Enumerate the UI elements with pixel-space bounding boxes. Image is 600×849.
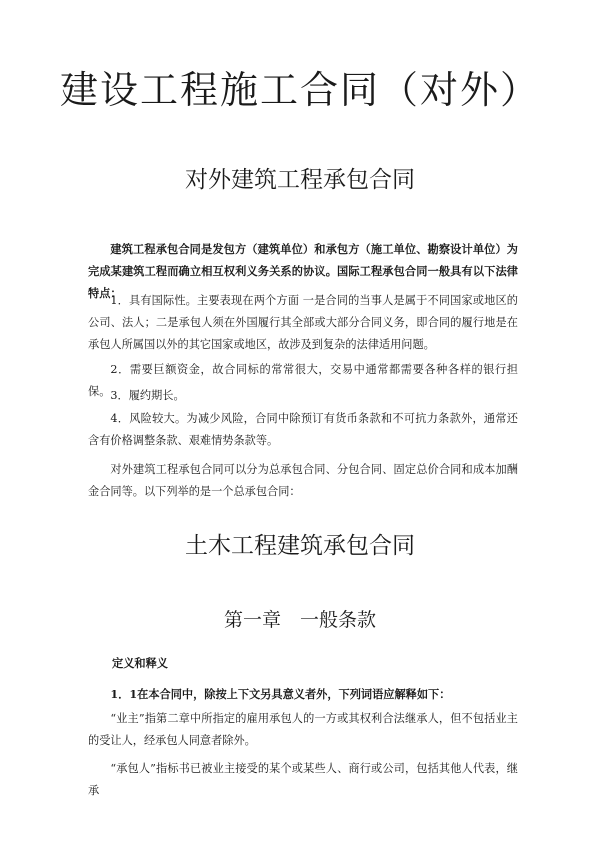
legal-feature-1: 1．具有国际性。主要表现在两个方面 一是合同的当事人是属于不同国家或地区的公司、法人；二是承包人须在外国履行其全部或大部分合同义务，即合同的履行地是在承包人所属国以外的其它国家或地区，故涉及到复杂的法律适用问题。 — [88, 294, 518, 351]
contract-types-paragraph: 对外建筑工程承包合同可以分为总承包合同、分包合同、固定总价合同和成本加酬金合同等。以下列举的是一个总承包合同： — [88, 463, 518, 498]
section-title: 土木工程建筑承包合同 — [185, 533, 415, 559]
definition-contractor: “承包人”指标书已被业主接受的某个或某些人、商行或公司，包括其他人代表，继承 — [88, 762, 518, 797]
intro-paragraph: 建筑工程承包合同是发包方（建筑单位）和承包方（施工单位、勘察设计单位）为完成某建筑工程而确立相互权利义务关系的协议。国际工程承包合同一般具有以下法律特点： — [88, 242, 518, 300]
clause-1-1: 1．1在本合同中，除按上下文另具意义者外，下列词语应解释如下： — [110, 687, 451, 701]
legal-feature-3: 3．履约期长。 — [110, 389, 185, 402]
legal-feature-2: 2．需要巨额资金，故合同标的常常很大，交易中通常都需要各种各样的银行担保。 — [88, 363, 518, 398]
document-subtitle: 对外建筑工程承包合同 — [185, 167, 415, 193]
document-title: 建设工程施工合同（对外） — [59, 68, 540, 112]
definition-employer: “业主”指第二章中所指定的雇用承包人的一方或其权利合法继承人，但不包括业主的受让人，经承包人同意者除外。 — [88, 712, 518, 747]
definitions-heading: 定义和释义 — [112, 656, 168, 670]
legal-feature-4: 4．风险较大。为减少风险，合同中除预订有货币条款和不可抗力条款外，通常还含有价格调整条款、艰难情势条款等。 — [88, 412, 518, 447]
chapter-title: 第一章 一般条款 — [223, 609, 376, 631]
